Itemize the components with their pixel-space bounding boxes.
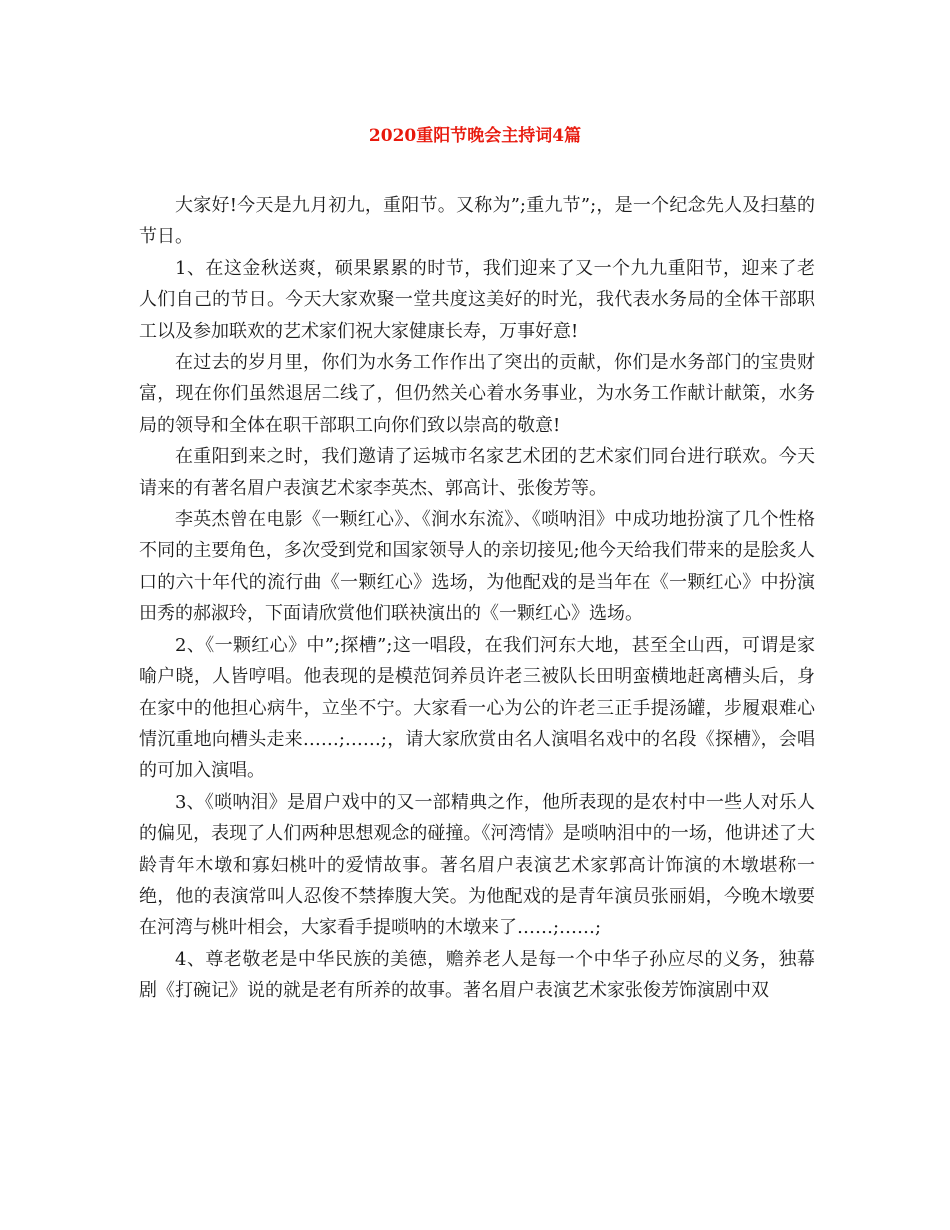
paragraph-tribute: 在过去的岁月里，你们为水务工作作出了突出的贡献，你们是水务部门的宝贵财富，现在你们虽然退居二线了，但仍然关心着水务事业，为水务工作献计献策，水务局的领导和全体在职干部职工向你们致以崇高的敬意! <box>139 352 815 436</box>
paragraph-li-yingjie: 李英杰曾在电影《一颗红心》、《涧水东流》、《唢呐泪》中成功地扮演了几个性格不同的主要角色，多次受到党和国家领导人的亲切接见;他今天给我们带来的是脍炙人口的六十年代的流行曲《一颗红心》选场，为他配戏的是当年在《一颗红心》中扮演田秀的郝淑玲，下面请欣赏他们联袂演出的《一颗红心》选场。 <box>139 509 815 625</box>
paragraph-3: 3、《唢呐泪》是眉户戏中的又一部精典之作，他所表现的是农村中一些人对乐人的偏见，表现了人们两种思想观念的碰撞。《河湾情》是唢呐泪中的一场，他讲述了大龄青年木墩和寡妇桃叶的爱情故事。著名眉户表演艺术家郭高计饰演的木墩堪称一绝，他的表演常叫人忍俊不禁捧腹大笑。为他配戏的是青年演员张丽娟，今晚木墩要在河湾与桃叶相会，大家看手提唢呐的木墩来了……;……; <box>139 791 815 939</box>
paragraph-greeting: 大家好!今天是九月初九，重阳节。又称为”;重九节”;，是一个纪念先人及扫墓的节日。 <box>139 195 815 248</box>
document-body <box>139 190 815 1007</box>
paragraph-4: 4、尊老敬老是中华民族的美德，赡养老人是每一个中华子孙应尽的义务，独幕剧《打碗记》说的就是老有所养的故事。著名眉户表演艺术家张俊芳饰演剧中双 <box>139 948 815 1002</box>
paragraph-invitation: 在重阳到来之时，我们邀请了运城市名家艺术团的艺术家们同台进行联欢。今天请来的有著名眉户表演艺术家李英杰、郭高计、张俊芳等。 <box>139 446 815 499</box>
document-title: 2020重阳节晚会主持词4篇 <box>368 126 582 146</box>
paragraph-1: 1、在这金秋送爽，硕果累累的时节，我们迎来了又一个九九重阳节，迎来了老人们自己的节日。今天大家欢聚一堂共度这美好的时光，我代表水务局的全体干部职工以及参加联欢的艺术家们祝大家健康长寿，万事好意! <box>139 257 815 342</box>
paragraph-2: 2、《一颗红心》中”;探槽”;这一唱段，在我们河东大地，甚至全山西，可谓是家喻户晓，人皆哼唱。他表现的是模范饲养员许老三被队长田明蛮横地赶离槽头后，身在家中的他担心病牛，立坐不宁。大家看一心为公的许老三正手提汤罐，步履艰难心情沉重地向槽头走来……;……;，请大家欣赏由名人演唱名戏中的名段《探槽》，会唱的可加入演唱。 <box>139 634 815 782</box>
